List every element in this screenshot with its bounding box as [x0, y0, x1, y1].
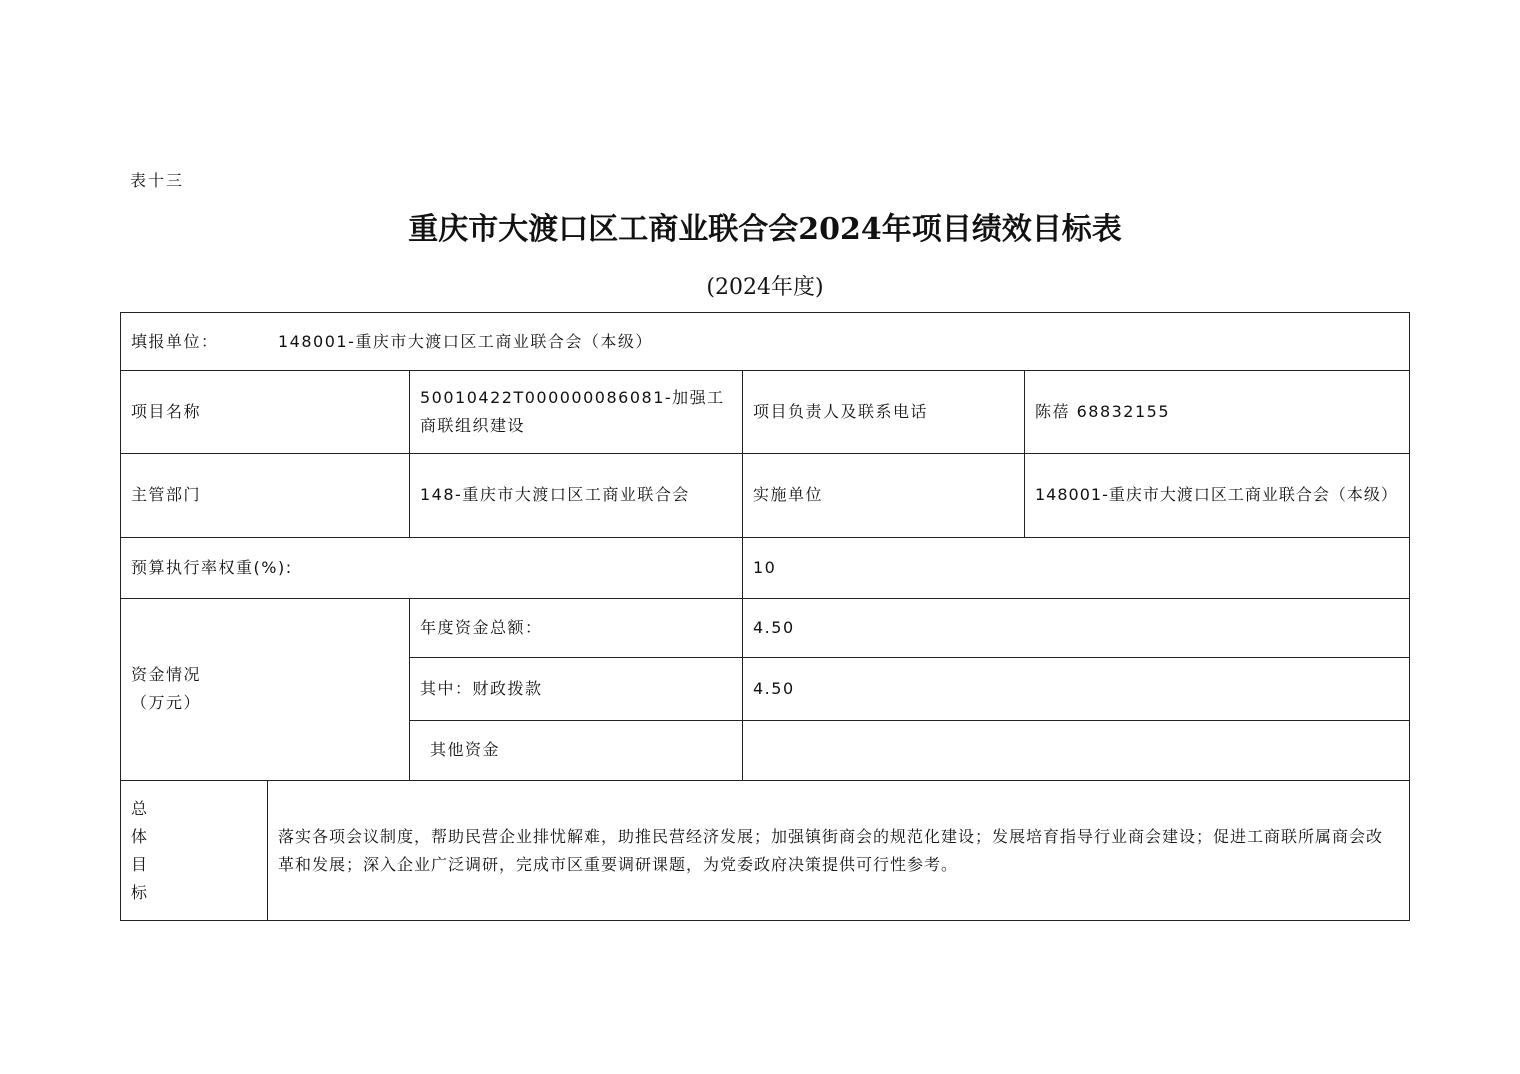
overall-goal-label — [121, 780, 267, 921]
page-subtitle: (2024年度) — [706, 275, 824, 300]
department-label: 主管部门 — [131, 485, 202, 504]
funds-label-line1: 资金情况 — [131, 665, 202, 684]
annual-total-value: 4.50 — [753, 617, 795, 637]
project-lead-value: 陈蓓 68832155 — [1035, 401, 1171, 421]
other-funds-label: 其他资金 — [430, 740, 501, 759]
table-number: 表十三 — [130, 171, 185, 190]
performance-target-table — [120, 312, 1410, 921]
project-name-value: 50010422T000000086081-加强工商联组织建设 — [420, 387, 725, 435]
budget-weight-value: 10 — [753, 557, 777, 577]
budget-weight-label: 预算执行率权重(%): — [131, 557, 293, 577]
goal-label-char: 体 — [131, 826, 149, 846]
goal-label-char: 目 — [131, 854, 149, 874]
goal-label-char: 标 — [131, 882, 149, 902]
page-title: 重庆市大渡口区工商业联合会2024年项目绩效目标表 — [408, 212, 1122, 247]
goal-label-char: 总 — [131, 798, 149, 818]
implementing-unit-value: 148001-重庆市大渡口区工商业联合会（本级） — [1035, 485, 1398, 504]
project-lead-label: 项目负责人及联系电话 — [753, 401, 929, 421]
funds-label-line2: （万元） — [131, 693, 202, 712]
project-name-label: 项目名称 — [131, 401, 202, 421]
department-value: 148-重庆市大渡口区工商业联合会 — [420, 485, 690, 504]
reporting-unit-value: 148001-重庆市大渡口区工商业联合会（本级） — [278, 331, 653, 351]
annual-total-label: 年度资金总额： — [420, 617, 543, 637]
fiscal-allocation-label: 其中：财政拨款 — [420, 678, 543, 698]
overall-goal-text: 落实各项会议制度，帮助民营企业排忧解难，助推民营经济发展；加强镇街商会的规范化建设；发展培育指导行业商会建设；促进工商联所属商会改革和发展；深入企业广泛调研，完成市区重要调研课题，为党委政府决策提供可行性参考。 — [278, 826, 1384, 874]
other-funds-value — [743, 720, 1409, 780]
funds-label — [121, 598, 409, 780]
reporting-unit-label: 填报单位： — [131, 331, 219, 351]
implementing-unit-label: 实施单位 — [753, 485, 824, 504]
fiscal-allocation-value: 4.50 — [753, 678, 795, 698]
